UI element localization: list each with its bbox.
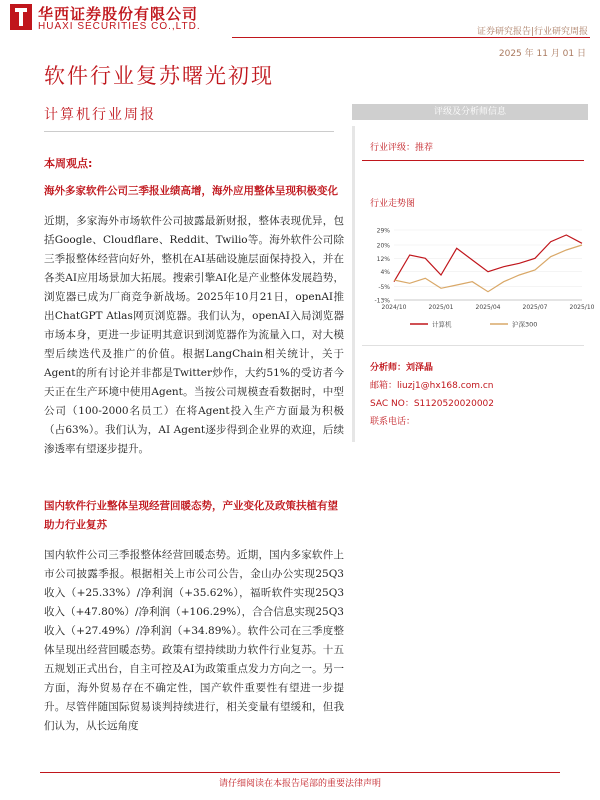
x-tick-label: 2025/01 [428,304,454,311]
y-tick-label: -5% [378,284,390,292]
x-tick-label: 2025/10 [569,304,595,311]
trend-label: 行业走势图 [370,199,416,209]
footer-divider [40,772,560,773]
huaxi-logo-icon [10,4,32,30]
header-divider [232,37,590,38]
email-label: 邮箱： [370,381,398,391]
analyst-row [370,360,433,373]
sidebar-header: 评级及分析师信息 [352,104,588,120]
x-tick-label: 2024/10 [381,304,407,311]
series-line [394,245,582,292]
section-2-heading: 国内软件行业整体呈现经营回暖态势，产业变化及政策扶植有望助力行业复苏 [44,500,338,531]
trend-chart-svg [360,222,595,337]
sac-value: S1120520020002 [413,399,494,409]
email-row [370,378,493,391]
report-category: 证券研究报告|行业研究周报 [476,27,588,37]
sidebar-rule [352,126,355,442]
y-tick-label: 12% [376,255,390,263]
section-label: 本周观点: [44,157,93,170]
legal-disclaimer[interactable]: 请仔细阅读在本报告尾部的重要法律声明 [218,779,381,789]
rating-row [370,140,433,153]
section-1-paragraph: 近期，多家海外市场软件公司披露最新财报，整体表现优异，包括Google、Cloudflare、Reddit、Twilio等。海外软件公司除三季报整体经营向好外，整机在AI基础设施层面保持投入，并在各类AI应用场景加大拓展。搜索引擎AI化是产业整体发展趋势，浏览器已成为厂商竞争新战场。2025年10月21日，openAI推出ChatGPT Atlas网页浏览器。我们认为，openAI入局浏览器市场本身，更进一步证明其意识到浏览器作为流量入口，对大模型后续迭代及推广的价值。根据LangChain相关统计，关于Agent的所有讨论并非都是Twitter炒作，大约51%的受访者今天正在生产环境中使用Agent。当按公司规模查看数据时，中型公司（100-2000名员工）在将Agent投入生产方面最为积极（占63%）。我们认为，AI Agent逐步得到企业界的欢迎，后续渗透率有望逐步提升。 [44,215,344,455]
y-tick-label: 4% [380,269,390,277]
y-tick-label: 29% [376,227,390,235]
email-value[interactable]: liuzj1@hx168.com.cn [397,381,494,391]
phone-row [370,414,415,427]
sac-row [370,396,494,409]
chart-divider [362,345,584,346]
x-tick-label: 2025/07 [522,304,548,311]
legend-label: 沪深300 [512,320,538,329]
analyst-name: 刘泽晶 [406,363,434,373]
report-date: 2025 年 11 月 01 日 [498,49,586,59]
legend-label: 计算机 [432,320,452,329]
section-1-heading: 海外多家软件公司三季报业绩高增，海外应用整体呈现积极变化 [44,185,338,197]
subtitle-divider [44,131,334,132]
company-name-cn: 华西证券股份有限公司 [38,5,199,23]
company-name-en: HUAXI SECURITIES CO.,LTD. [38,21,201,32]
rating-divider [362,160,584,161]
y-tick-label: 20% [376,242,390,250]
phone-label: 联系电话： [370,417,416,427]
y-tick-label: -13% [374,297,390,305]
section-2-paragraph: 国内软件公司三季报整体经营回暖态势。近期，国内多家软件上市公司披露季报。根据相关上市公司公告，金山办公实现25Q3收入（+25.33%）/净利润（+35.62%），福昕软件实现25Q3收入（+47.80%）/净利润（+106.29%），合合信息实现25Q3收入（+27.49%）/净利润（+34.89%）。软件公司在三季度整体呈现出经营回暖态势。政策有望持续助力软件行业复苏。十五五规划正式出台，自主可控及AI为政策重点发力方向之一。另一方面，海外贸易存在不确定性，国产软件重要性有望进一步提升。尽管伴随国际贸易谈判持续进行，相关变量有望缓和，但我们认为，从长远角度 [44,549,344,732]
report-title: 软件行业复苏曙光初现 [44,64,274,88]
section-2 [44,497,344,736]
sac-label: SAC NO： [370,399,414,409]
x-tick-label: 2025/04 [475,304,501,311]
rating-label: 行业评级： [370,143,416,153]
main-content [44,155,344,459]
analyst-label: 分析师： [370,363,407,373]
report-subtitle: 计算机行业周报 [44,107,156,123]
rating-value: 推荐 [415,143,434,153]
industry-trend-chart [360,222,595,337]
